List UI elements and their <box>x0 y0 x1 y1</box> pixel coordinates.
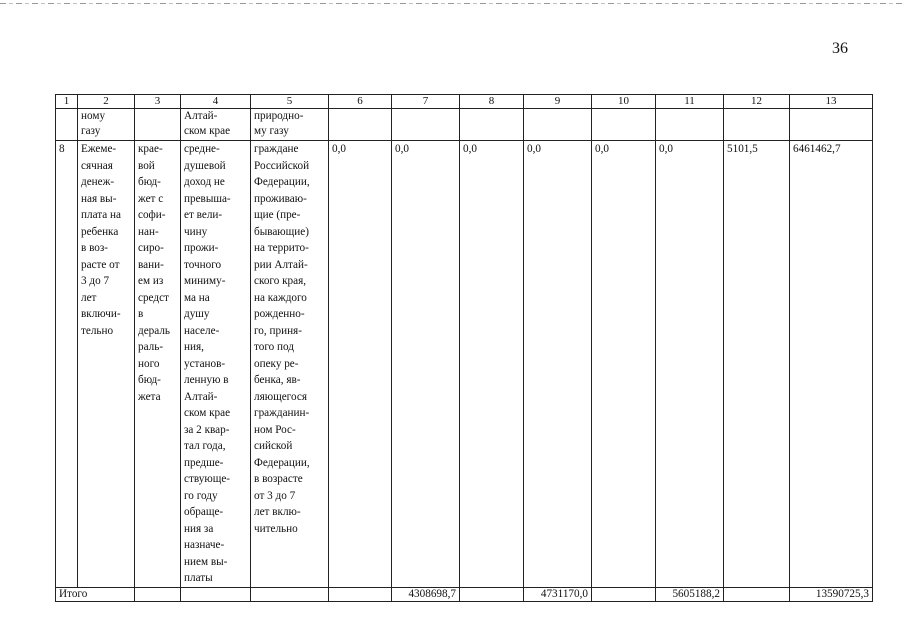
total-label: Итого <box>56 587 135 601</box>
table-cell <box>329 587 392 601</box>
table-cell: ному газу <box>78 109 135 141</box>
header-cell: 4 <box>181 95 251 109</box>
table-cell: Алтай- ском крае <box>181 109 251 141</box>
table-cell <box>724 587 790 601</box>
header-cell: 3 <box>135 95 181 109</box>
continuation-row <box>56 109 873 141</box>
header-cell: 1 <box>56 95 78 109</box>
value-cell: 0,0 <box>656 141 724 588</box>
table-cell <box>251 587 329 601</box>
value-cell: 0,0 <box>592 141 656 588</box>
total-value: 4731170,0 <box>524 587 592 601</box>
header-cell: 11 <box>656 95 724 109</box>
header-cell: 13 <box>790 95 873 109</box>
budget-table <box>55 94 873 602</box>
table-cell <box>524 109 592 141</box>
total-row <box>56 587 873 601</box>
eligibility-criteria: средне- душевой доход не превыша- ет вели- чину прожи- точного миниму- ма на душу населе- ния, установ- ленную в Алтай- ском крае за 2 квар- тал года, предше- ствующе- го году обраще- ния за назначе- нием вы- платы <box>181 141 251 588</box>
header-cell: 5 <box>251 95 329 109</box>
table-cell <box>656 109 724 141</box>
table-cell <box>592 587 656 601</box>
table-cell <box>460 109 524 141</box>
table-cell <box>392 109 460 141</box>
table-cell: природно- му газу <box>251 109 329 141</box>
funding-source: крае- вой бюд- жет с софи- нан- сиро- вани- ем из средст в дераль раль- ного бюд- жета <box>135 141 181 588</box>
table-cell <box>181 587 251 601</box>
table-cell <box>460 587 524 601</box>
total-value: 13590725,3 <box>790 587 873 601</box>
table-cell <box>790 109 873 141</box>
value-cell: 0,0 <box>460 141 524 588</box>
value-cell: 0,0 <box>329 141 392 588</box>
value-cell: 5101,5 <box>724 141 790 588</box>
scan-artifact-line <box>0 3 905 4</box>
table-cell <box>724 109 790 141</box>
header-row <box>56 95 873 109</box>
table-cell <box>592 109 656 141</box>
header-cell: 7 <box>392 95 460 109</box>
table-cell <box>56 109 78 141</box>
value-cell: 0,0 <box>392 141 460 588</box>
table-cell <box>135 109 181 141</box>
table-row-8 <box>56 141 873 588</box>
header-cell: 6 <box>329 95 392 109</box>
page-number: 36 <box>832 40 848 57</box>
header-cell: 12 <box>724 95 790 109</box>
table-cell <box>135 587 181 601</box>
table-cell <box>329 109 392 141</box>
total-value: 4308698,7 <box>392 587 460 601</box>
value-cell: 6461462,7 <box>790 141 873 588</box>
header-cell: 2 <box>78 95 135 109</box>
total-value: 5605188,2 <box>656 587 724 601</box>
row-number: 8 <box>56 141 78 588</box>
header-cell: 10 <box>592 95 656 109</box>
header-cell: 8 <box>460 95 524 109</box>
payment-name: Ежеме- сячная денеж- ная вы- плата на ребенка в воз- расте от 3 до 7 лет включи- тельно <box>78 141 135 588</box>
value-cell: 0,0 <box>524 141 592 588</box>
recipient-category: граждане Российской Федерации, проживаю- щие (пре- бывающие) на террито- рии Алтай- ского края, на каждого рожденно- го, приня- того под опеку ре- бенка, яв- ляющегося гражданин- ном Рос- сийской Федерации, в возрасте от 3 до 7 лет вклю- чительно <box>251 141 329 588</box>
header-cell: 9 <box>524 95 592 109</box>
